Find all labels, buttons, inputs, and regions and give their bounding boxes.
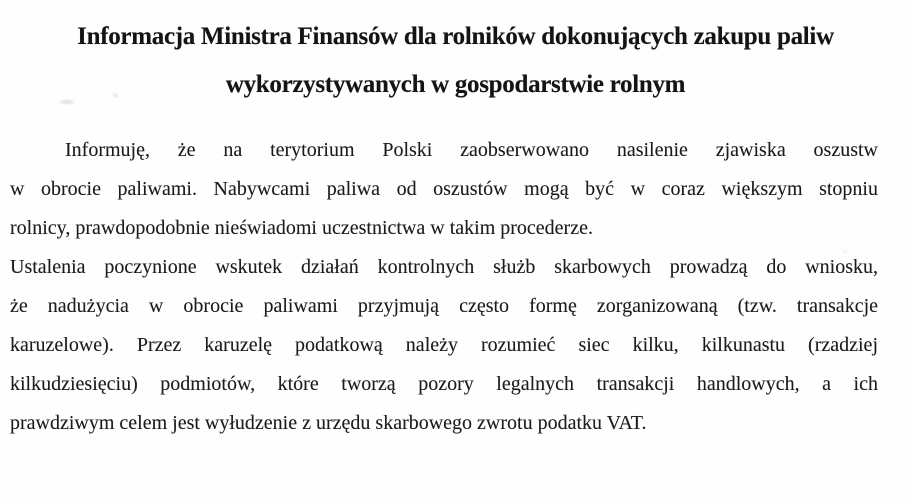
- body-line: kilkudziesięciu) podmiotów, które tworzą pozory legalnych transakcji handlowych, a ich: [10, 373, 878, 395]
- document-title: [0, 13, 911, 109]
- scan-smudge: [113, 94, 118, 97]
- body-line: rolnicy, prawdopodobnie nieświadomi uczestnictwa w takim procederze.: [10, 217, 593, 239]
- body-line: w obrocie paliwami. Nabywcami paliwa od oszustów mogą być w coraz większym stopniu: [10, 178, 878, 200]
- body-line: Informuję, że na terytorium Polski zaobserwowano nasilenie zjawiska oszustw: [65, 139, 878, 161]
- document-body: [10, 131, 878, 443]
- scan-smudge: [60, 100, 74, 104]
- body-line: karuzelowe). Przez karuzelę podatkową należy rozumieć siec kilku, kilkunastu (rzadziej: [10, 334, 878, 356]
- scan-smudge: [843, 250, 847, 253]
- title-line-2: wykorzystywanych w gospodarstwie rolnym: [225, 71, 686, 98]
- title-line-1: Informacja Ministra Finansów dla rolników dokonujących zakupu paliw: [77, 23, 834, 50]
- body-line: że nadużycia w obrocie paliwami przyjmują często formę zorganizowaną (tzw. transakcje: [10, 295, 878, 317]
- body-line: prawdziwym celem jest wyłudzenie z urzędu skarbowego zwrotu podatku VAT.: [10, 412, 647, 434]
- body-line: Ustalenia poczynione wskutek działań kontrolnych służb skarbowych prowadzą do wniosku,: [10, 256, 878, 278]
